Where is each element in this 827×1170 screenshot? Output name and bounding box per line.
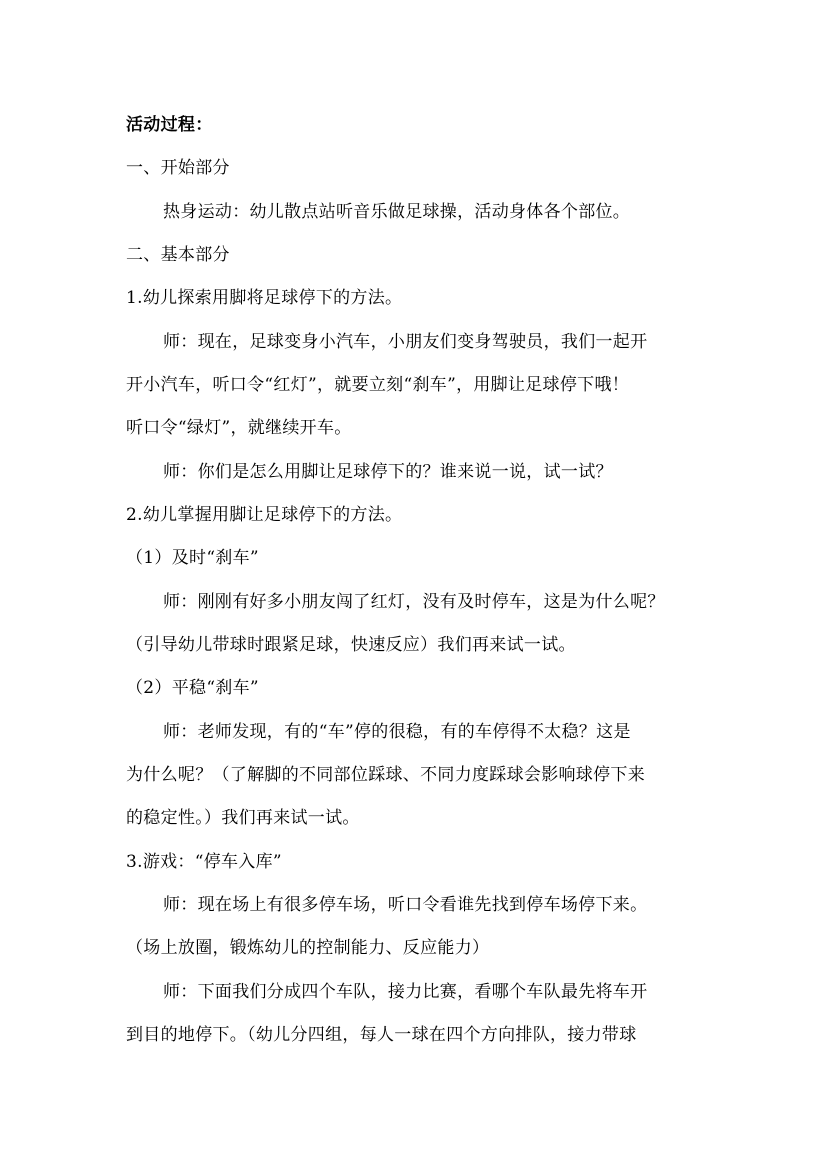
paragraph-line: 师：现在，足球变身小汽车，小朋友们变身驾驶员，我们一起开 [163,332,648,352]
paragraph-line: 听口令“绿灯”，就继续开车。 [126,418,352,438]
paragraph-line: 到目的地停下。（幼儿分四组，每人一球在四个方向排队，接力带球 [126,1025,637,1045]
item-title-1: 1.幼儿探索用脚将足球停下的方法。 [126,288,403,308]
paragraph-question: 师：你们是怎么用脚让足球停下的？谁来说一说，试一试？ [163,462,613,482]
item-title-3: 3.游戏：“停车入库” [126,852,282,872]
item-title-2: 2.幼儿掌握用脚让足球停下的方法。 [126,505,403,525]
paragraph-line: 师：下面我们分成四个车队，接力比赛，看哪个车队最先将车开 [163,982,648,1002]
section-title-basic: 二、基本部分 [126,245,230,265]
paragraph-line: 师：刚刚有好多小朋友闯了红灯，没有及时停车，这是为什么呢？ [163,592,665,612]
paragraph-line: 师：老师发现，有的“车”停的很稳，有的车停得不太稳？这是 [163,722,631,742]
paragraph-line: 为什么呢？（了解脚的不同部位踩球、不同力度踩球会影响球停下来 [126,765,645,785]
paragraph-warmup: 热身运动：幼儿散点站听音乐做足球操，活动身体各个部位。 [163,202,631,222]
sub-title-2: （2）平稳“刹车” [126,678,259,698]
paragraph-line: （场上放圈，锻炼幼儿的控制能力、反应能力） [126,938,490,958]
heading-activity-process: 活动过程： [126,115,213,135]
section-title-start: 一、开始部分 [126,158,230,178]
paragraph-line: （引导幼儿带球时跟紧足球，快速反应）我们再来试一试。 [126,635,576,655]
paragraph-line: 开小汽车，听口令“红灯”，就要立刻“刹车”，用脚让足球停下哦！ [126,375,630,395]
paragraph-line: 的稳定性。）我们再来试一试。 [126,808,360,828]
paragraph-line: 师：现在场上有很多停车场，听口令看谁先找到停车场停下来。 [163,895,648,915]
sub-title-1: （1）及时“刹车” [126,548,259,568]
